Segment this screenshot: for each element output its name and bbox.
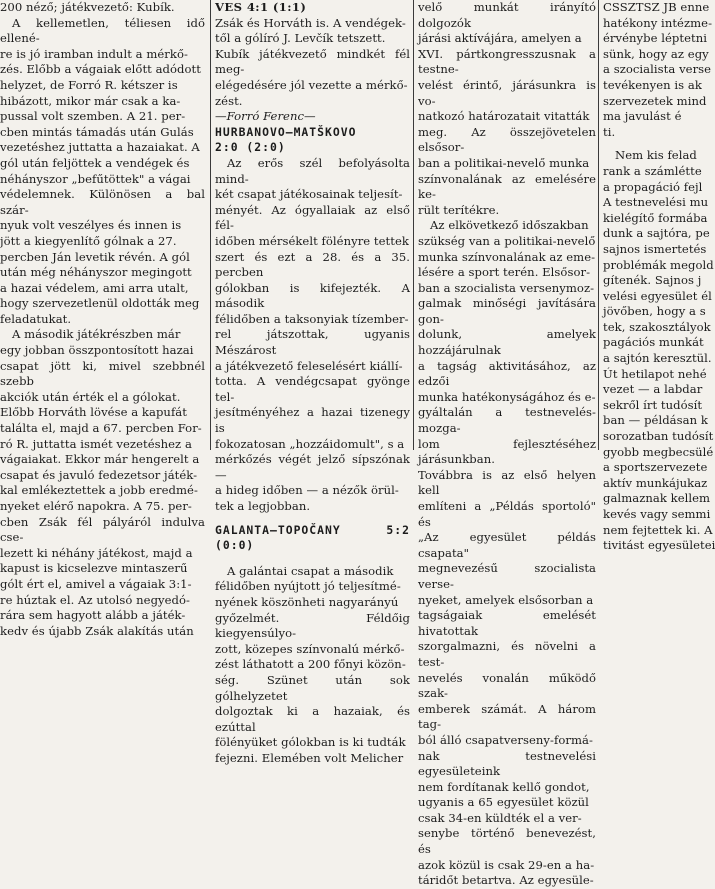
article-line: jesítményéhez a hazai tizenegy is bbox=[215, 405, 410, 436]
article-line: rült terítékre. bbox=[418, 202, 500, 217]
article-line: a sportszervezete bbox=[603, 460, 708, 475]
article-line: sorozatban tudósít bbox=[603, 429, 714, 444]
article-line: lom fejlesztéséhez járásunkban. bbox=[418, 436, 596, 467]
article-line: pagációs munkát bbox=[603, 335, 704, 350]
article-line: védelemnek. Különösen a bal szár- bbox=[0, 187, 205, 217]
article-line: kedv és újabb Zsák alakítás után bbox=[0, 623, 194, 638]
article-line: velő munkát irányító dolgozók bbox=[418, 0, 596, 30]
article-line: tagságaiak emelését hivatottak bbox=[418, 608, 596, 638]
article-line: akciók után érték el a gólokat. bbox=[0, 389, 181, 404]
article-line: szorgalmazni, és növelni a test- bbox=[418, 639, 596, 669]
column-divider bbox=[598, 0, 599, 450]
article-line: cben mintás támadás után Gulás bbox=[0, 124, 194, 139]
article-line: gítenék. Sajnos j bbox=[603, 273, 702, 288]
article-line: a propagáció fejl bbox=[603, 179, 703, 194]
article-line: nak testnevelési egyesületeink bbox=[418, 748, 596, 779]
match-score: 2:0 (2:0) bbox=[215, 140, 286, 155]
article-line: csak 34-en küldték el a ver- bbox=[418, 810, 582, 825]
article-line: érvénybe léptetni bbox=[603, 31, 707, 46]
article-line: színvonalának az emelésére ke- bbox=[418, 171, 596, 202]
column-divider bbox=[210, 0, 211, 450]
article-line: senybe történő benevezést, és bbox=[418, 826, 596, 857]
article-line: ró R. juttatta ismét vezetéshez a bbox=[0, 436, 192, 451]
article-line: szert és ezt a 28. és a 35. percben bbox=[215, 249, 410, 280]
article-line: zést láthatott a 200 főnyi közön- bbox=[215, 657, 406, 672]
article-line: Továbbra is az első helyen kell bbox=[418, 467, 596, 498]
article-line: ban a politikai-nevelő munka bbox=[418, 155, 590, 170]
article-line: csapat és javuló fedezetsor játék- bbox=[0, 467, 198, 482]
article-line: ményét. Az ógyallaiak az első fél- bbox=[215, 202, 410, 233]
article-line: a szocialista verse bbox=[603, 62, 712, 77]
article-line: sekről írt tudósít bbox=[603, 397, 703, 412]
article-line: pussal volt szemben. A 21. per- bbox=[0, 109, 186, 124]
article-line: A kellemetlen, téliesen idő ellené- bbox=[0, 15, 205, 46]
article-line: elégedésére jól vezette a mérkő- bbox=[215, 77, 408, 92]
article-line: említeni a „Példás sportoló" és bbox=[418, 499, 596, 529]
article-line: Előbb Horváth lövése a kapufát bbox=[0, 405, 187, 420]
article-line: fokozatosan „hozzáidomult", s a bbox=[215, 436, 405, 451]
article-line: helyzet, de Forró R. kétszer is bbox=[0, 77, 178, 92]
article-line: nyuk volt veszélyes és innen is bbox=[0, 218, 182, 233]
article-line: gólt ért el, amivel a vágaiak 3:1- bbox=[0, 576, 192, 591]
article-line: néhányszor „befűtöttek" a vágai bbox=[0, 171, 191, 186]
article-line: nyeket elérő napokra. A 75. per- bbox=[0, 499, 192, 513]
article-line: nem fejtettek ki. A bbox=[603, 522, 713, 537]
article-line: re is jó iramban indult a mérkő- bbox=[0, 46, 188, 61]
article-line: vezet — a labdar bbox=[603, 382, 703, 397]
article-line: tek, szakosztályok bbox=[603, 319, 711, 334]
article-line: a hideg időben — a nézők örül- bbox=[215, 483, 399, 498]
article-line: vágaiakat. Ekkor már hengerelt a bbox=[0, 452, 200, 467]
article-line: gyobb megbecsülé bbox=[603, 444, 714, 459]
article-line: ban a szocialista versenymoz- bbox=[418, 280, 595, 295]
article-line: galmak minőségi javítására gon- bbox=[418, 296, 596, 326]
article-line: rára sem hagyott alább a játék- bbox=[0, 608, 186, 623]
match-result-heading-fragment: VES 4:1 (1:1) bbox=[215, 0, 307, 14]
article-line: után még néhányszor megingott bbox=[0, 265, 192, 280]
article-line: Az erős szél befolyásolta mind- bbox=[215, 155, 410, 186]
article-line: től a gólíró J. Levčík tetszett. bbox=[215, 31, 386, 46]
article-line: szervezetek mind bbox=[603, 93, 707, 108]
article-line: CSSZTSZ JB enne bbox=[603, 0, 710, 14]
article-line: ugyanis a 65 egyesület közül bbox=[418, 795, 589, 810]
article-line: A második játékrészben már bbox=[12, 327, 181, 342]
column-divider bbox=[413, 0, 414, 450]
article-line: a tagság aktivitásához, az edzői bbox=[418, 358, 596, 389]
article-line: meg. Az összejövetelen elsősor- bbox=[418, 124, 596, 155]
column-4-cropped bbox=[603, 0, 715, 553]
article-line: szükség van a politikai-nevelő bbox=[418, 233, 596, 248]
article-line: időben mérsékelt fölényre tettek bbox=[215, 233, 409, 248]
article-line: vezetéshez juttatta a hazaiakat. A bbox=[0, 140, 200, 155]
article-line: sünk, hogy az egy bbox=[603, 46, 709, 61]
article-line: munka hatékonyságához és e- bbox=[418, 389, 596, 404]
article-line: nyeket, amelyek elsősorban a bbox=[418, 592, 594, 607]
article-line: ti. bbox=[603, 124, 616, 139]
article-line: sajnos ismertetés bbox=[603, 241, 707, 256]
match-heading: HURBANOVO—MATŠKOVO bbox=[215, 124, 357, 139]
article-line: „Az egyesület példás csapata" bbox=[418, 530, 596, 560]
article-line: táridőt betartva. Az egyesüle- bbox=[418, 873, 594, 888]
article-line: totta. A vendégcsapat gyönge tel- bbox=[215, 374, 410, 404]
article-line: re húztak el. Az utolsó negyedó- bbox=[0, 592, 191, 607]
article-line: hibázott, mikor már csak a ka- bbox=[0, 93, 181, 108]
article-line: dolgoztak ki a hazaiak, és ezúttal bbox=[215, 704, 410, 734]
column-2 bbox=[215, 0, 410, 765]
article-line: A testnevelési mu bbox=[603, 195, 709, 210]
article-line: ból álló csapatverseny-formá- bbox=[418, 732, 593, 747]
spacer bbox=[215, 515, 410, 523]
article-line: fölényüket gólokban is ki tudták bbox=[215, 735, 406, 750]
article-line: 200 néző; játékvezető: Kubík. bbox=[0, 0, 175, 14]
article-line: a hazai védelem, ami arra utalt, bbox=[0, 280, 189, 295]
article-line: rel játszottak, ugyanis Mészárost bbox=[215, 327, 410, 358]
article-line: kapust is kicselezve mintaszerű bbox=[0, 561, 188, 576]
article-line: zés. Előbb a vágaiak előtt adódott bbox=[0, 62, 201, 77]
article-line: jövőben, hogy a s bbox=[603, 304, 706, 319]
article-line: tek a legjobban. bbox=[215, 499, 311, 513]
article-line: félidőben nyújtott jó teljesítmé- bbox=[215, 579, 401, 594]
article-line: zést. bbox=[215, 93, 243, 108]
column-1 bbox=[0, 0, 205, 638]
article-line: velési egyesület él bbox=[603, 288, 712, 303]
article-line: gyáltalán a testnevelés-mozga- bbox=[418, 405, 596, 436]
article-line: lésére a sport terén. Elsősor- bbox=[418, 265, 591, 280]
article-line: hogy szervezetlenül oldották meg bbox=[0, 296, 200, 311]
article-line: találta el, majd a 67. percben For- bbox=[0, 421, 202, 436]
article-line: két csapat játékosainak teljesít- bbox=[215, 187, 403, 202]
article-line: nem fordítanak kellő gondot, bbox=[418, 779, 590, 794]
article-line: zott, közepes színvonalú mérkő- bbox=[215, 641, 405, 656]
article-line: gólokban is kifejezték. A második bbox=[215, 280, 410, 311]
author-signature: —Forró Ferenc— bbox=[215, 109, 316, 124]
article-line: Nem kis felad bbox=[615, 148, 697, 163]
article-line: kevés vagy semmi bbox=[603, 507, 711, 521]
article-line: félidőben a taksonyiak tízember- bbox=[215, 311, 409, 326]
article-line: kielégítő formába bbox=[603, 210, 708, 225]
article-line: lezett ki néhány játékost, majd a bbox=[0, 545, 193, 560]
article-line: munka színvonalának az eme- bbox=[418, 249, 596, 264]
spacer bbox=[603, 140, 700, 148]
article-line: győzelmét. Féldőig kiegyensúlyo- bbox=[215, 610, 410, 641]
article-line: azok közül is csak 29-en a ha- bbox=[418, 857, 595, 872]
article-line: kal emlékeztettek a jobb eredmé- bbox=[0, 483, 198, 498]
article-line: dunk a sajtóra, pe bbox=[603, 226, 710, 241]
article-line: emberek számát. A három tag- bbox=[418, 701, 596, 732]
article-line: Kubík játékvezető mindkét fél meg- bbox=[215, 46, 410, 77]
article-line: aktív munkájukaz bbox=[603, 475, 708, 490]
article-line: nevelés vonalán működő szak- bbox=[418, 670, 596, 701]
column-3 bbox=[418, 0, 596, 888]
match-heading: GALANTA—TOPOČANY 5:2 (0:0) bbox=[215, 522, 410, 553]
article-line: ban — példásan k bbox=[603, 413, 708, 428]
article-line: járási aktívájára, amelyen a bbox=[418, 31, 582, 46]
article-line: dolunk, amelyek hozzájárulnak bbox=[418, 327, 596, 358]
article-line: ma javulást é bbox=[603, 109, 682, 124]
article-line: natkozó határozatait vitatták bbox=[418, 109, 590, 124]
article-line: csapat jött ki, mivel szebbnél szebb bbox=[0, 358, 205, 389]
article-line: a játékvezető feleselésért kiállí- bbox=[215, 358, 403, 373]
article-line: tivitást egyesületei bbox=[603, 538, 715, 553]
article-line: ség. Szünet után sok gólhelyzetet bbox=[215, 672, 410, 703]
article-line: galmaznak kellem bbox=[603, 491, 711, 506]
article-line: cben Zsák fél pályáról indulva cse- bbox=[0, 514, 205, 545]
article-line: tevékenyen is ak bbox=[603, 77, 702, 92]
article-line: XVI. pártkongresszusnak a testne- bbox=[418, 46, 596, 77]
article-line: velést érintő, járásunkra is vo- bbox=[418, 77, 596, 108]
article-line: Zsák és Horváth is. A vendégek- bbox=[215, 15, 406, 30]
article-line: megnevezésű szocialista verse- bbox=[418, 561, 596, 591]
article-line: fejezni. Elemében volt Melicher bbox=[215, 750, 404, 765]
article-line: a sajtón keresztül. bbox=[603, 351, 712, 366]
article-line: egy jobban összpontosított hazai bbox=[0, 343, 194, 358]
article-line: hatékony intézme- bbox=[603, 15, 713, 30]
article-line: nyének köszönheti nagyarányú bbox=[215, 594, 399, 609]
article-line: gól után feljöttek a vendégek és bbox=[0, 155, 190, 170]
article-line: problémák megold bbox=[603, 257, 714, 272]
article-line: feladatukat. bbox=[0, 311, 72, 326]
article-line: percben Ján levetik révén. A gól bbox=[0, 249, 190, 264]
article-line: A galántai csapat a második bbox=[227, 563, 394, 578]
article-line: Út hetilapot nehé bbox=[603, 366, 707, 381]
article-line: jött a kiegyenlítő gólnak a 27. bbox=[0, 233, 177, 248]
article-line: rank a számlétte bbox=[603, 163, 702, 178]
article-line: Az elkövetkező időszakban bbox=[430, 218, 589, 233]
article-line: mérkőzés végét jelző sípszónak — bbox=[215, 452, 410, 482]
